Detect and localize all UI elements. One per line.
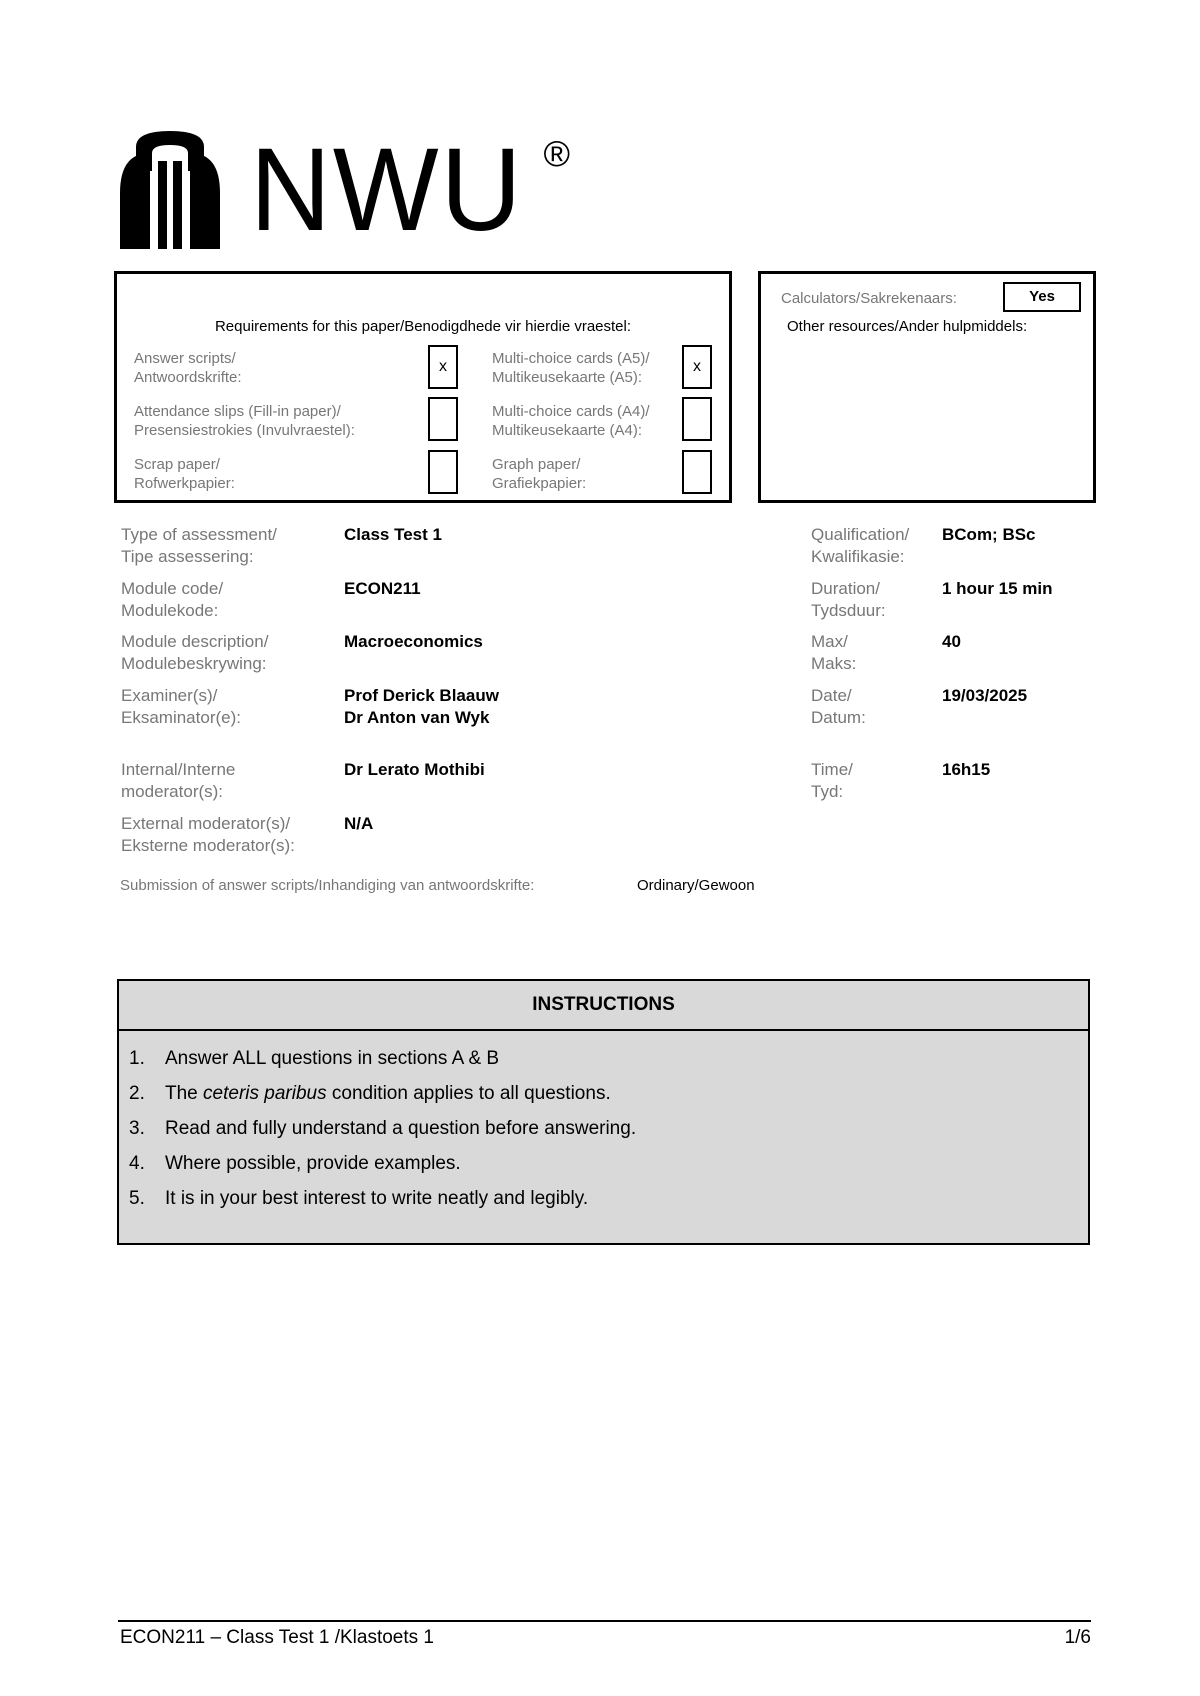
module-code-label: Module code/ Modulekode: xyxy=(121,579,224,620)
nwu-emblem-icon xyxy=(112,131,228,249)
calculators-value: Yes xyxy=(1003,282,1081,312)
requirements-box xyxy=(114,271,732,503)
footer-divider xyxy=(118,1620,1091,1622)
graph-paper-checkbox xyxy=(682,450,712,494)
external-moderator-value: N/A xyxy=(344,814,374,833)
date-value: 19/03/2025 xyxy=(942,686,1028,705)
max-marks-label: Max/ Maks: xyxy=(811,632,857,673)
instruction-item: 4. Where possible, provide examples. xyxy=(129,1153,461,1174)
time-value: 16h15 xyxy=(942,760,991,779)
duration-value: 1 hour 15 min xyxy=(942,579,1053,598)
instruction-item: 5. It is in your best interest to write neatly and legibly. xyxy=(129,1188,589,1209)
module-description-label: Module description/ Modulebeskrywing: xyxy=(121,632,269,673)
module-description-value: Macroeconomics xyxy=(344,632,483,651)
requirement-mc-a5-label: Multi-choice cards (A5)/ Multikeusekaarte (A5): xyxy=(492,350,650,386)
instruction-item: 1. Answer ALL questions in sections A & B xyxy=(129,1048,500,1069)
mc-cards-a4-checkbox xyxy=(682,397,712,441)
instruction-item: 2. The ceteris paribus condition applies to all questions. xyxy=(129,1083,611,1104)
duration-label: Duration/ Tydsduur: xyxy=(811,579,886,620)
requirement-attendance-slips-label: Attendance slips (Fill-in paper)/ Presensiestrokies (Invulvraestel): xyxy=(134,403,355,439)
nwu-logo xyxy=(112,123,571,256)
qualification-value: BCom; BSc xyxy=(942,525,1036,544)
other-resources-label: Other resources/Ander hulpmiddels: xyxy=(787,318,1028,335)
type-of-assessment-value: Class Test 1 xyxy=(344,525,442,544)
time-label: Time/ Tyd: xyxy=(811,760,853,801)
calculators-label: Calculators/Sakrekenaars: xyxy=(781,290,957,307)
instructions-title: INSTRUCTIONS xyxy=(119,981,1088,1031)
examiners-label: Examiner(s)/ Eksaminator(e): xyxy=(121,686,241,727)
attendance-slips-checkbox xyxy=(428,397,458,441)
instructions-list xyxy=(119,1031,1088,1216)
internal-moderator-value: Dr Lerato Mothibi xyxy=(344,760,485,779)
requirement-mc-a4-label: Multi-choice cards (A4)/ Multikeusekaarte (A4): xyxy=(492,403,650,439)
mc-cards-a5-checkbox: x xyxy=(682,345,712,389)
instruction-item: 3. Read and fully understand a question before answering. xyxy=(129,1118,637,1139)
scrap-paper-checkbox xyxy=(428,450,458,494)
instructions-box xyxy=(117,979,1090,1245)
requirement-graph-paper-label: Graph paper/ Grafiekpapier: xyxy=(492,456,587,492)
requirement-answer-scripts-label: Answer scripts/ Antwoordskrifte: xyxy=(134,350,242,386)
date-label: Date/ Datum: xyxy=(811,686,866,727)
max-marks-value: 40 xyxy=(942,632,961,651)
footer-title: ECON211 – Class Test 1 /Klastoets 1 xyxy=(120,1627,435,1648)
resources-box xyxy=(758,271,1096,503)
registered-mark: ® xyxy=(543,133,571,174)
qualification-label: Qualification/ Kwalifikasie: xyxy=(811,525,910,566)
examiners-value: Prof Derick Blaauw Dr Anton van Wyk xyxy=(344,686,499,727)
requirements-title: Requirements for this paper/Benodigdhede vir hierdie vraestel: xyxy=(214,318,632,335)
logo-wordmark: NWU xyxy=(250,123,524,256)
type-of-assessment-label: Type of assessment/ Tipe assessering: xyxy=(121,525,277,566)
external-moderator-label: External moderator(s)/ Eksterne moderator(s): xyxy=(121,814,295,855)
module-code-value: ECON211 xyxy=(344,579,421,598)
submission-label: Submission of answer scripts/Inhandiging van antwoordskrifte: xyxy=(120,877,535,894)
answer-scripts-checkbox: x xyxy=(428,345,458,389)
submission-value: Ordinary/Gewoon xyxy=(637,877,755,894)
requirement-scrap-paper-label: Scrap paper/ Rofwerkpapier: xyxy=(134,456,235,492)
page-number: 1/6 xyxy=(1064,1627,1091,1648)
internal-moderator-label: Internal/Interne moderator(s): xyxy=(121,760,236,801)
